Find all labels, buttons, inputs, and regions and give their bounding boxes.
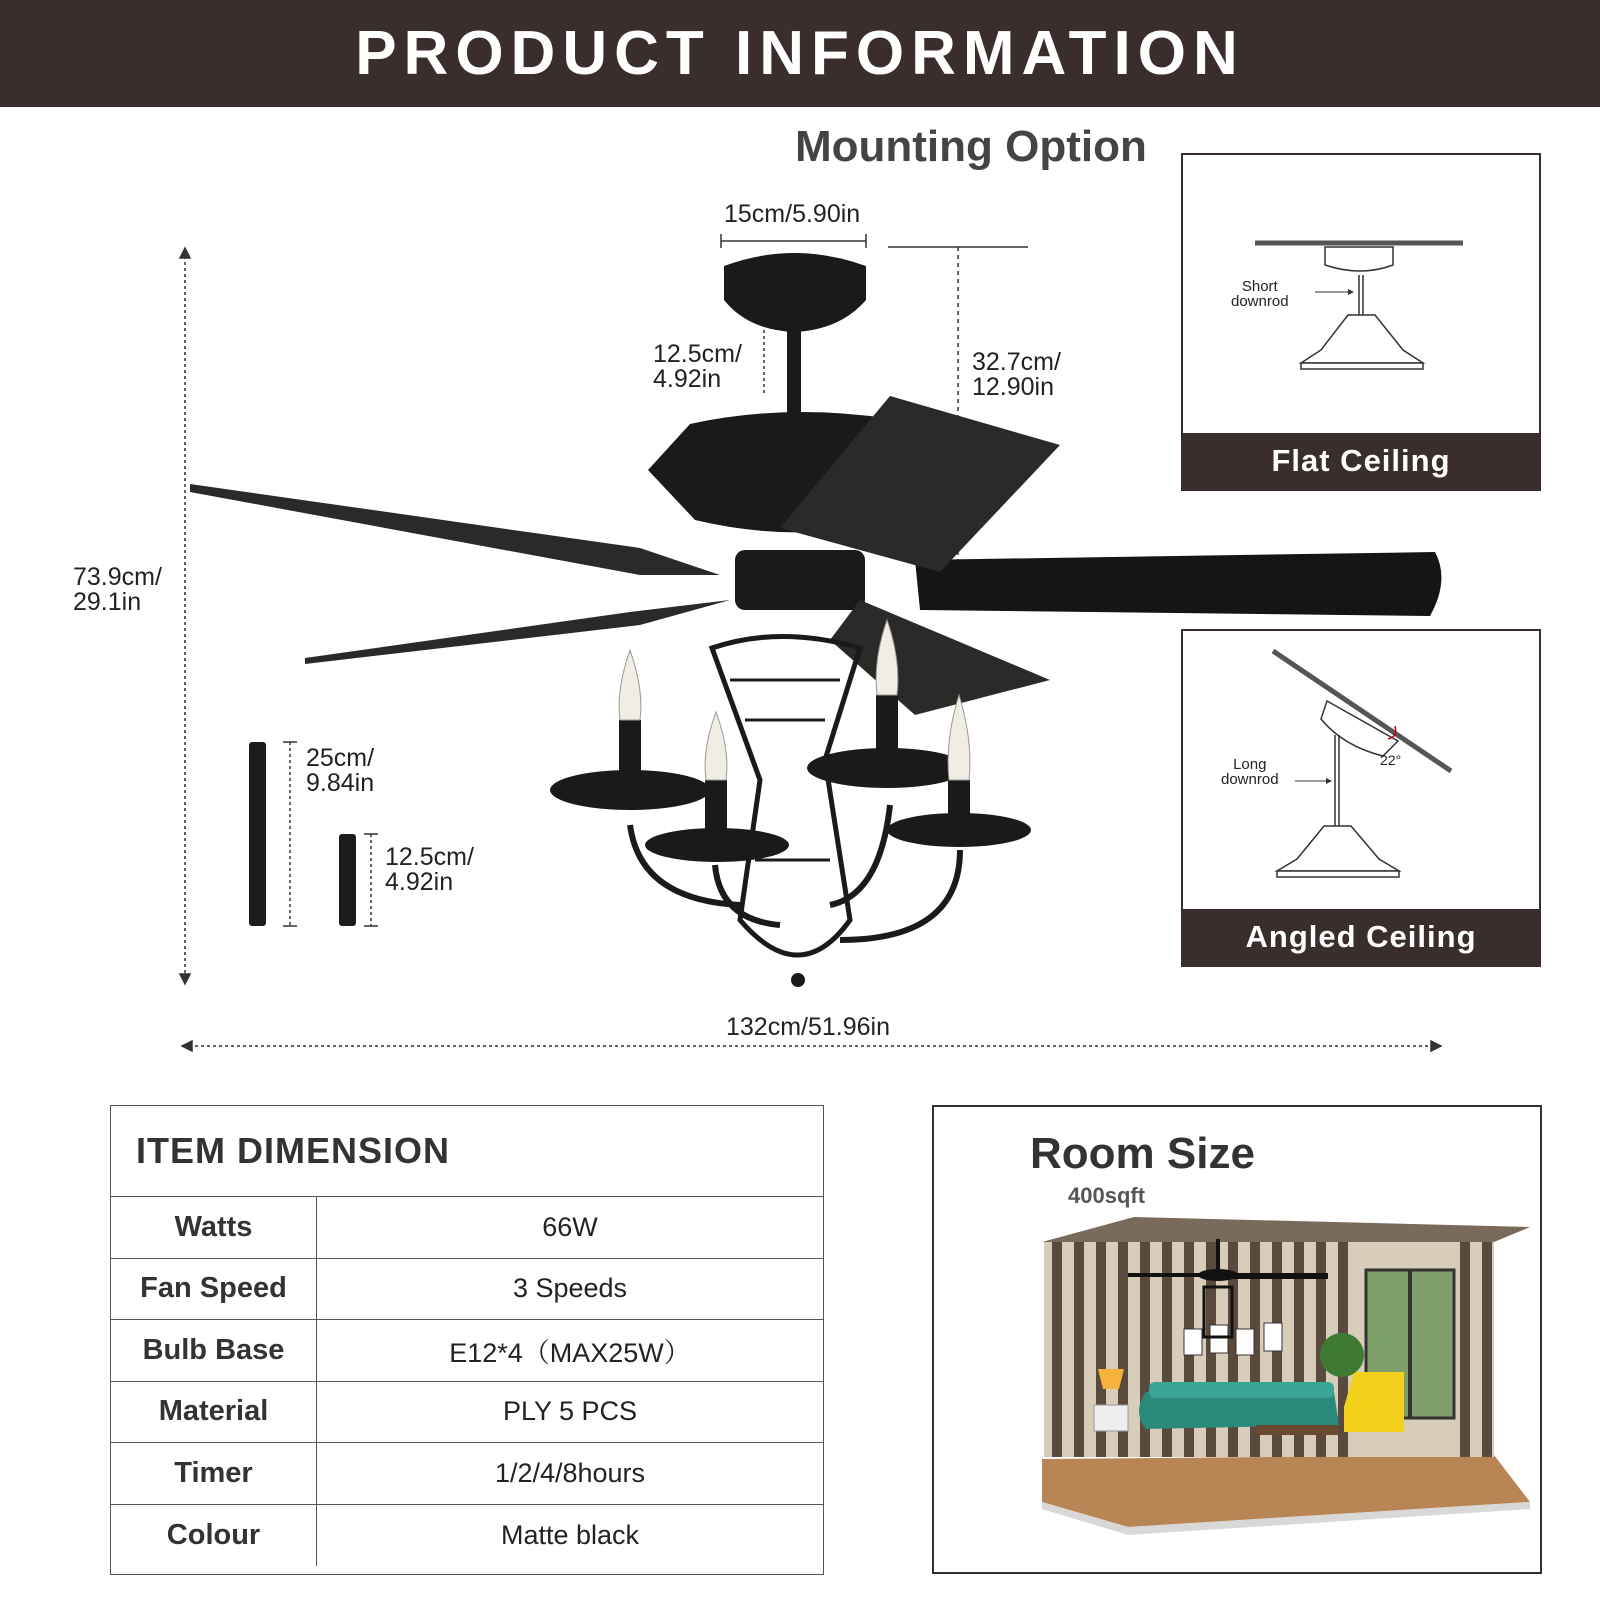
row-key: Colour [111,1505,317,1567]
short-downrod-note: Short downrod [1231,278,1289,310]
room-illustration [934,1107,1540,1572]
flat-ceiling-label: Flat Ceiling [1183,433,1539,489]
row-value: E12*4（MAX25W） [449,1337,691,1368]
long-downrod [249,742,266,926]
ceiling-to-blade-label: 32.7cm/ 12.90in [972,348,1061,401]
row-key: Fan Speed [111,1259,317,1320]
page-title: PRODUCT INFORMATION [355,19,1245,88]
long-downrod-note: Long downrod [1221,756,1279,788]
angled-ceiling-label: Angled Ceiling [1183,909,1539,965]
long-rod-label: 25cm/ 9.84in [306,744,375,797]
downrod-length-label: 12.5cm/ 4.92in [653,340,742,393]
angled-ceiling-option [1181,629,1541,967]
mounting-option-title: Mounting Option [795,122,1147,171]
room-size-panel [932,1105,1542,1574]
row-value: 3 Speeds [512,1273,628,1304]
row-value: 1/2/4/8hours [494,1457,646,1488]
row-value: Matte black [500,1519,640,1550]
canopy-width-label: 15cm/5.90in [724,200,861,228]
table-row [111,1197,823,1259]
row-value: 66W [542,1211,598,1242]
flat-ceiling-option [1181,153,1541,491]
short-rod-label: 12.5cm/ 4.92in [385,843,474,896]
table-row [111,1382,823,1444]
row-key: Material [111,1382,317,1443]
row-key: Timer [111,1443,317,1504]
room-size-title: Room Size [1030,1129,1255,1178]
short-downrod [339,834,356,926]
item-dimension-table [110,1105,824,1575]
table-row [111,1259,823,1321]
table-row [111,1443,823,1505]
angle-note: 22° [1380,752,1402,768]
table-row [111,1320,823,1382]
table-row [111,1505,823,1567]
total-height-label: 73.9cm/ 29.1in [73,563,162,616]
row-key: Watts [111,1197,317,1258]
row-value: PLY 5 PCS [502,1396,638,1427]
table-title: ITEM DIMENSION [111,1106,823,1197]
total-width-label: 132cm/51.96in [726,1013,891,1041]
row-key: Bulb Base [111,1320,317,1381]
room-size-value: 400sqft [1068,1183,1146,1208]
